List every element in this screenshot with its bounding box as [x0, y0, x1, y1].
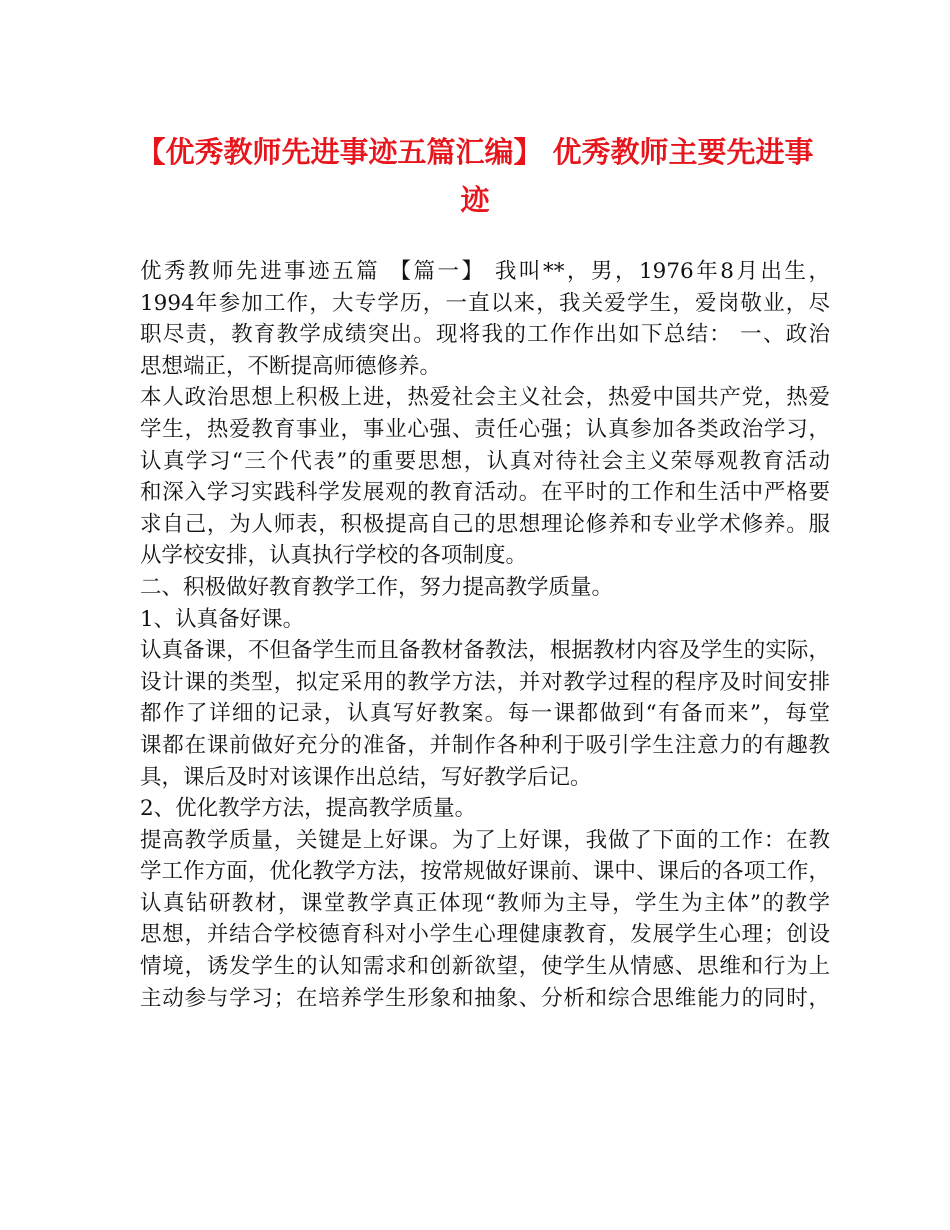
body-line: 提高教学质量，关键是上好课。为了上好课，我做了下面的工作：在教 [140, 827, 830, 853]
body-line: 认真学习“三个代表”的重要思想，认真对待社会主义荣辱观教育活动 [140, 448, 830, 474]
body-line: 认真钻研教材，课堂教学真正体现“教师为主导，学生为主体”的教学 [140, 890, 830, 916]
document-title [120, 128, 830, 224]
body-line: 职尽责，教育教学成绩突出。现将我的工作作出如下总结： 一、政治 [140, 322, 830, 348]
body-line: 本人政治思想上积极上进，热爱社会主义社会，热爱中国共产党，热爱 [140, 385, 830, 411]
body-line: 思想，并结合学校德育科对小学生心理健康教育，发展学生心理；创设 [140, 922, 830, 948]
body-line: 求自己，为人师表，积极提高自己的思想理论修养和专业学术修养。服 [140, 511, 830, 537]
body-line: 都作了详细的记录，认真写好教案。每一课都做到“有备而来”，每堂 [140, 701, 830, 727]
body-line: 优秀教师先进事迹五篇 【篇一】 我叫**，男，1976年8月出生， [140, 259, 830, 284]
body-line: 课都在课前做好充分的准备，并制作各种利于吸引学生注意力的有趣教 [140, 732, 830, 758]
document-body [140, 256, 830, 1014]
body-line: 学生，热爱教育事业，事业心强、责任心强；认真参加各类政治学习， [140, 416, 830, 442]
body-line: 设计课的类型，拟定采用的教学方法，并对教学过程的程序及时间安排 [140, 669, 830, 695]
body-line: 主动参与学习；在培养学生形象和抽象、分析和综合思维能力的同时， [140, 985, 830, 1011]
body-line: 具，课后及时对该课作出总结，写好教学后记。 [140, 764, 592, 790]
body-line: 和深入学习实践科学发展观的教育活动。在平时的工作和生活中严格要 [140, 480, 830, 506]
title-line-1: 【优秀教师先进事迹五篇汇编】 优秀教师主要先进事 [136, 135, 814, 169]
title-line-2: 迹 [460, 183, 490, 217]
body-line: 2、优化教学方法，提高教学质量。 [140, 796, 477, 822]
body-line: 从学校安排，认真执行学校的各项制度。 [140, 543, 528, 569]
body-line: 二、积极做好教育教学工作，努力提高教学质量。 [140, 574, 614, 600]
body-line: 思想端正，不断提高师德修养。 [140, 353, 442, 379]
body-line: 认真备课，不但备学生而且备教材备教法，根据教材内容及学生的实际， [140, 638, 830, 664]
body-line: 情境，诱发学生的认知需求和创新欲望，使学生从情感、思维和行为上 [140, 954, 830, 980]
body-line: 学工作方面，优化教学方法，按常规做好课前、课中、课后的各项工作， [140, 859, 830, 885]
body-line: 1、认真备好课。 [140, 606, 305, 632]
body-line: 1994年参加工作，大专学历，一直以来，我关爱学生，爱岗敬业，尽 [140, 290, 830, 316]
